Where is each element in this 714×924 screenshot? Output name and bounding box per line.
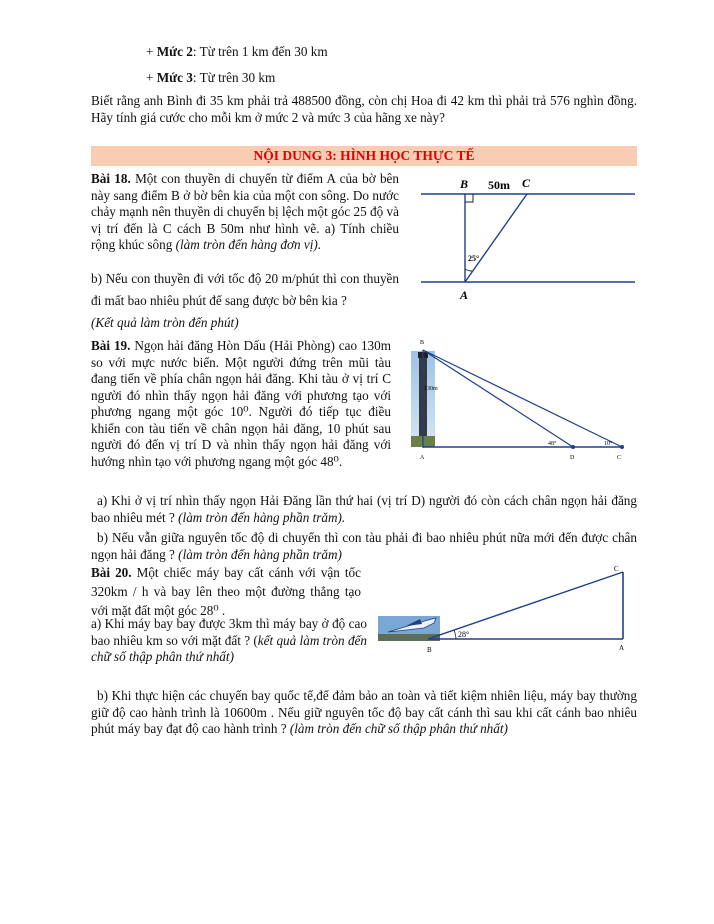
label-b19-d: D — [570, 455, 575, 461]
label-b20-a: A — [619, 644, 625, 652]
sight-line-c — [423, 350, 622, 447]
intro-question: Biết rằng anh Bình đi 35 km phải trả 488500 đồng, còn chị Hoa đi 42 km thì phải trả 576 nghìn đồng. Hãy tính giá cước cho mỗi km ở mức 2 và mức 3 của hãng xe này? — [91, 93, 637, 125]
segment-ac — [465, 194, 527, 282]
label-height: 130m — [424, 386, 438, 392]
label-c: C — [522, 176, 531, 190]
bai18-label: Bài 18. — [91, 171, 131, 186]
bai19-question-a: a) Khi ở vị trí nhìn thấy ngọn Hải Đăng lần thứ hai (vị trí D) người đó còn cách chân ngọn hải đăng bao nhiêu mét ? (làm tròn đến hàng phần trăm). — [91, 493, 637, 525]
airplane-figure — [376, 562, 636, 660]
bai18-text1: Một con thuyền di chuyển từ điểm A của bờ bên này sang điểm B ở bờ bên kia của một con sông. Do nước chảy mạnh nên thuyền di chuyển bị lệch một góc 25 độ và vị trí đến là C cách B 50m như hình vẽ. a) Tính chiều rộng khúc sông — [91, 171, 399, 252]
bai19-question-b: b) Nếu vẫn giữa nguyên tốc độ di chuyển thì con tàu phải đi bao nhiêu phút nữa mới đến được chân ngọn hải đăng ? (làm tròn đến hàng phần trăm) — [91, 530, 637, 562]
label-dist: 50m — [488, 178, 510, 192]
bai19-text1: Ngọn hải đăng Hòn Dấu (Hải Phòng) cao 130m so với mực nước biển. Một người đứng trên mũi tàu đang tiến về phía chân ngọn hải đăng. Khi tàu ở vị trí C người đó nhìn thấy ngọn hải đăng với phương tạo với phương ngang một góc 10⁰. Người đó tiếp tục điều khiển con tàu tiến về chân ngọn hải đăng, 10 phút sau người đó đến vị trí D và nhìn thấy ngọn hải đăng với hướng nhìn tạo với phương ngang một góc 48⁰. — [91, 338, 392, 469]
bai18-text1-italic: (làm tròn đến hàng đơn vị). — [175, 237, 322, 252]
bai18-note: (Kết quả làm tròn đến phút) — [91, 315, 239, 330]
bai19-label: Bài 19. — [91, 338, 131, 353]
bai18-question-b: b) Nếu con thuyền đi với tốc độ 20 m/phút thì con thuyền đi mất bao nhiêu phút để sang được bờ bên kia ? — [91, 271, 399, 308]
muc2-label: Mức 2 — [156, 44, 193, 59]
muc3-line: + Mức 3: Từ trên 30 km — [146, 70, 276, 85]
label-b19-b: B — [420, 340, 425, 346]
label-angle-10: 10° — [604, 441, 613, 447]
lighthouse-figure — [410, 338, 630, 462]
bai19-text — [91, 338, 391, 470]
label-b: B — [460, 177, 469, 191]
label-angle: 25° — [468, 254, 480, 263]
bai20-question-a: a) Khi máy bay bay được 3km thì máy bay ở độ cao bao nhiêu km so với mặt đất ? (kết quả làm tròn đến chữ số thập phân thứ nhất) — [91, 616, 367, 664]
sight-line-d — [423, 350, 573, 447]
bai20-text — [91, 563, 361, 620]
muc3-text: : Từ trên 30 km — [192, 70, 276, 85]
label-b19-c: C — [617, 455, 622, 461]
muc2-line: + Mức 2: Từ trên 1 km đến 30 km — [146, 44, 328, 59]
angle-arc — [465, 269, 472, 271]
river-figure — [410, 172, 635, 307]
right-angle-mark — [465, 194, 473, 202]
bai20-text1: Một chiếc máy bay cất cánh với vận tốc 320km / h và bay lên theo một đường thẳng tạo với mặt đất một góc 28⁰ . — [91, 565, 362, 618]
label-a: A — [460, 288, 469, 302]
muc2-text: : Từ trên 1 km đến 30 km — [192, 44, 328, 59]
bai20-label: Bài 20. — [91, 565, 132, 580]
bai20-question-b: b) Khi thực hiện các chuyến bay quốc tế,để đảm bảo an toàn và tiết kiệm nhiên liệu, máy bay thường giữ độ cao hành trình là 10600m . Nếu giữ nguyên tốc độ bay cất cánh thì sau khi cất cánh bao nhiêu phút máy bay đạt độ cao hành trình ? (làm tròn đến chữ số thập phân thứ nhất) — [91, 688, 637, 736]
flight-path-line — [428, 572, 623, 639]
label-b20-b: B — [427, 646, 432, 654]
bai18-text — [91, 171, 399, 254]
label-angle-48: 48° — [548, 441, 557, 447]
label-b19-a: A — [420, 455, 425, 461]
label-angle-28: 28° — [458, 630, 470, 639]
section-title: NỘI DUNG 3: HÌNH HỌC THỰC TẾ — [91, 146, 637, 166]
label-b20-c: C — [614, 565, 619, 573]
muc3-label: Mức 3 — [156, 70, 193, 85]
